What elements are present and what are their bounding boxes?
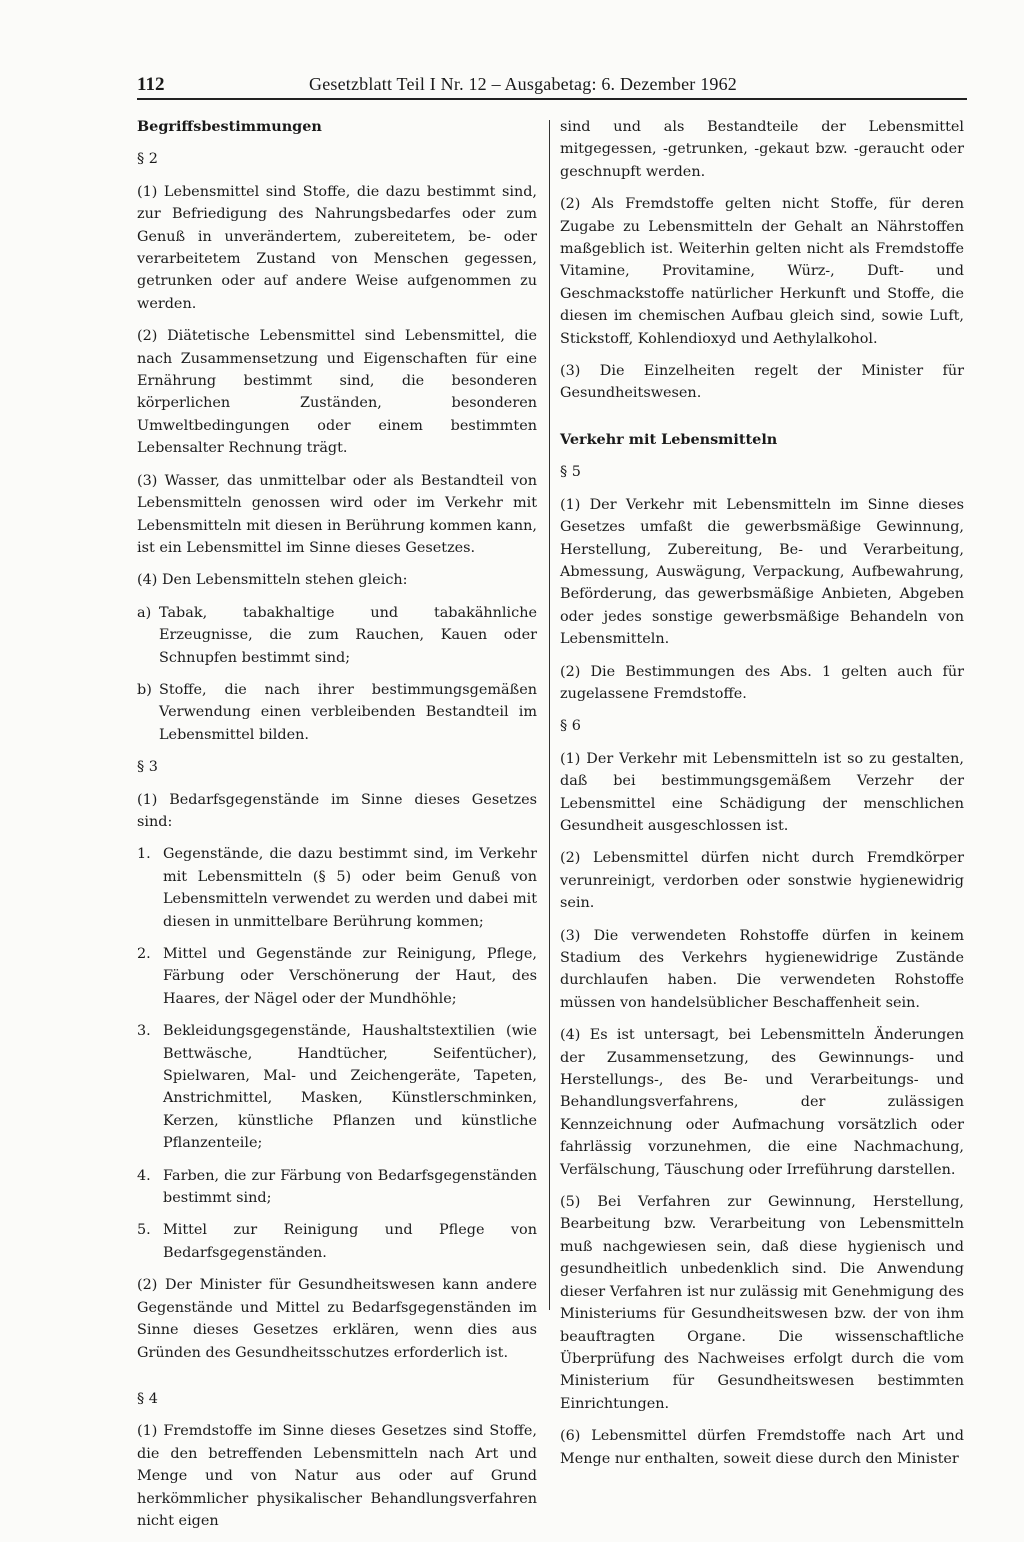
list-item <box>137 943 537 1010</box>
list-item-text: Bekleidungsgegenstände, Haushaltstextilien (wie Bettwäsche, Handtücher, Seifentücher), Spielwaren, Mal- und Zeichengeräte, Tapeten, Anstrichmittel, Masken, Künstlerschminken, Kerzen, künstliche Pflanzen und künstliche Pflanzenteile; <box>163 1023 537 1152</box>
s4-para-2: (2) Als Fremdstoffe gelten nicht Stoffe, für deren Zugabe zu Lebensmitteln der Gehalt an Nährstoffen maßgeblich ist. Weiterhin gelten nicht als Fremdstoffe Vitamine, Provitamine, Würz-, Duft- und Geschmackstoffe natürlicher Herkunft und Stoffe, die diesen im chemischen Aufbau gleich sind, sowie Luft, Stickstoff, Kohlendioxyd und Aethylalkohol. <box>560 196 964 347</box>
list-item-label: 1. <box>137 846 151 863</box>
s4-para-3: (3) Die Einzelheiten regelt der Minister für Gesundheitswesen. <box>560 363 964 402</box>
list-item <box>137 1020 537 1154</box>
column-divider <box>549 120 550 1310</box>
left-column <box>137 116 537 1542</box>
s4-para-1: (1) Fremdstoffe im Sinne dieses Gesetzes sind Stoffe, die den betreffenden Lebensmitteln nach Art und Menge und von Natur aus oder auf Grund herkömmlicher physikalischer Behandlungsverfahren nicht eigen <box>137 1423 537 1529</box>
page-number: 112 <box>137 74 165 95</box>
paragraph-number-5: § 5 <box>560 464 581 481</box>
paragraph-number-2: § 2 <box>137 151 158 168</box>
page-header <box>137 72 967 100</box>
s4-para-1-continued: sind und als Bestandteile der Lebensmittel mitgegessen, -getrunken, -gekaut bzw. -geraucht oder geschnupft werden. <box>560 119 964 180</box>
s3-para-1: (1) Bedarfsgegenstände im Sinne dieses Gesetzes sind: <box>137 791 537 830</box>
list-item <box>137 602 537 669</box>
spacer <box>137 1374 537 1388</box>
list-item <box>137 1165 537 1210</box>
s6-para-4: (4) Es ist untersagt, bei Lebensmitteln Änderungen der Zusammensetzung, des Gewinnungs- und Herstellungs-, des Be- und Verarbeitungs- und Behandlungsverfahrens, der zulässigen Kennzeichnung oder Aufmachung vorsätzlich oder fahrlässig vorzunehmen, die eine Nachmachung, Verfälschung, Täuschung oder Irreführung darstellen. <box>560 1027 964 1178</box>
s5-para-1: (1) Der Verkehr mit Lebensmitteln im Sinne dieses Gesetzes umfaßt die gewerbsmäßige Gewinnung, Herstellung, Zubereitung, Be- und Verarbeitung, Abmessung, Auswägung, Verpackung, Aufbewahrung, Beförderung, das gewerbsmäßige Anbieten, Abgeben oder jedes sonstige gewerbsmäßige Behandeln von Lebensmitteln. <box>560 496 964 648</box>
list-item-label: 3. <box>137 1023 151 1040</box>
list-item <box>137 843 537 933</box>
s2-para-2: (2) Diätetische Lebensmittel sind Lebensmittel, die nach Zusammensetzung und Eigenschaften für eine Ernährung bestimmt sind, die besonderen körperlichen Zuständen, besonderen Umweltbedingungen oder einem bestimmten Lebensalter Rechnung trägt. <box>137 328 537 457</box>
list-item-label: b) <box>137 681 152 698</box>
running-title: Gesetzblatt Teil I Nr. 12 – Ausgabetag: 6. Dezember 1962 <box>309 74 737 94</box>
paragraph-number-6: § 6 <box>560 718 581 735</box>
list-item-label: 5. <box>137 1222 151 1239</box>
s6-para-5: (5) Bei Verfahren zur Gewinnung, Herstellung, Bearbeitung bzw. Verarbeitung von Lebensmitteln muß nachgewiesen sein, daß diese hygienisch und gesundheitlich unbedenklich sind. Die Anwendung dieser Verfahren ist nur zulässig mit Genehmigung des Ministeriums für Gesundheitswesen bzw. der von ihm beauftragten Organe. Die wissenschaftliche Überprüfung des Nachweises erfolgt durch die vom Ministerium für Gesundheitswesen bestimmten Einrichtungen. <box>560 1194 964 1412</box>
list-item <box>137 679 537 746</box>
s6-para-6: (6) Lebensmittel dürfen Fremdstoffe nach Art und Menge nur enthalten, soweit diese durch den Minister <box>560 1428 964 1467</box>
list-item-label: a) <box>137 604 152 621</box>
list-item-text: Mittel zur Reinigung und Pflege von Bedarfsgegenständen. <box>163 1222 537 1261</box>
s6-para-1: (1) Der Verkehr mit Lebensmitteln ist so zu gestalten, daß bei bestimmungsgemäßem Verzehr der Lebensmittel eine Schädigung der menschlichen Gesundheit ausgeschlossen ist. <box>560 750 964 834</box>
list-item-label: 4. <box>137 1167 151 1184</box>
right-column <box>560 116 964 1480</box>
list-item-text: Stoffe, die nach ihrer bestimmungsgemäßen Verwendung einen verbleibenden Bestandteil im Lebensmittel bilden. <box>159 681 537 743</box>
list-item-label: 2. <box>137 946 151 962</box>
list-item-text: Tabak, tabakhaltige und tabakähnliche Erzeugnisse, die zum Rauchen, Kauen oder Schnupfen bestimmt sind; <box>159 604 537 666</box>
list-item-text: Farben, die zur Färbung von Bedarfsgegenständen bestimmt sind; <box>163 1167 537 1207</box>
s6-para-2: (2) Lebensmittel dürfen nicht durch Fremdkörper verunreinigt, verdorben oder sonstwie hygienewidrig sein. <box>560 850 964 912</box>
section-heading-definitions: Begriffsbestimmungen <box>137 118 322 135</box>
paragraph-number-3: § 3 <box>137 759 158 776</box>
list-item <box>137 1219 537 1264</box>
list-item-text: Gegenstände, die dazu bestimmt sind, im Verkehr mit Lebensmitteln (§ 5) oder beim Genuß von Lebensmitteln verwendet zu werden und dabei mit diesen in unmittelbare Berührung kommen; <box>163 846 537 930</box>
list-item-text: Mittel und Gegenstände zur Reinigung, Pflege, Färbung oder Verschönerung der Haut, des Haares, der Nägel oder der Mundhöhle; <box>163 946 537 1007</box>
section-heading-traffic: Verkehr mit Lebensmitteln <box>560 430 778 448</box>
s5-para-2: (2) Die Bestimmungen des Abs. 1 gelten auch für zugelassene Fremdstoffe. <box>560 663 964 702</box>
s2-para-1: (1) Lebensmittel sind Stoffe, die dazu bestimmt sind, zur Befriedigung des Nahrungsbedarfes oder zum Genuß in unverändertem, zubereitetem, be- oder verarbeitetem Zustand von Menschen gegessen, getrunken oder auf andere Weise aufgenommen zu werden. <box>137 183 537 312</box>
paragraph-number-4: § 4 <box>137 1390 158 1407</box>
s6-para-3: (3) Die verwendeten Rohstoffe dürfen in keinem Stadium des Verkehrs hygienewidrige Zustände durchlaufen haben. Die verwendeten Rohstoffe müssen von handelsüblicher Beschaffenheit sein. <box>560 927 964 1011</box>
s3-para-2: (2) Der Minister für Gesundheitswesen kann andere Gegenstände und Mittel zu Bedarfsgegenständen im Sinne dieses Gesetzes erklären, wenn dies aus Gründen des Gesundheitsschutzes erforderlich ist. <box>137 1277 537 1361</box>
s2-para-4: (4) Den Lebensmitteln stehen gleich: <box>137 572 408 589</box>
s2-para-3: (3) Wasser, das unmittelbar oder als Bestandteil von Lebensmitteln genossen wird oder im Verkehr mit Lebensmitteln mit diesen in Berührung kommen kann, ist ein Lebensmittel im Sinne dieses Gesetzes. <box>137 472 537 556</box>
spacer <box>560 415 964 429</box>
